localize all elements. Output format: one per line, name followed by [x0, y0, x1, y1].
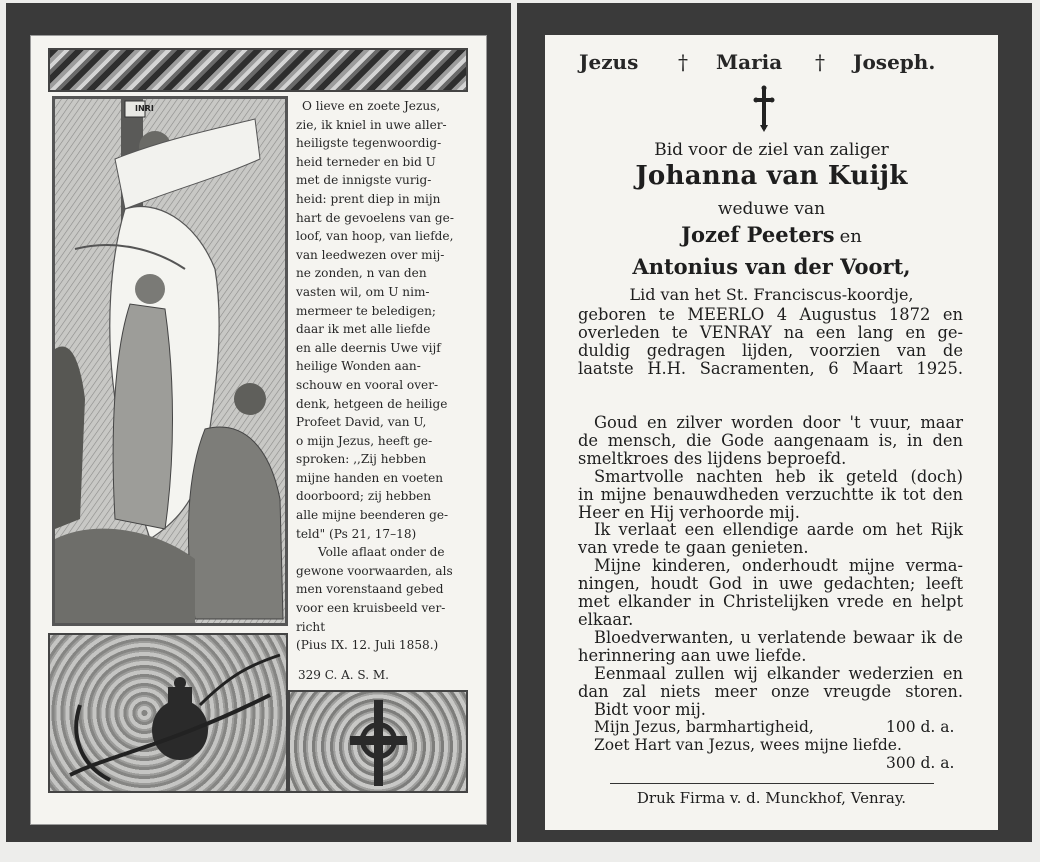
prayer-line: mermeer te beledigen;: [296, 303, 436, 318]
prayer-line: sproken: ,,Zij hebben: [296, 452, 427, 467]
body-line: Ik verlaat een ellendige aarde om het Rijk: [594, 520, 963, 540]
body-line: de mensch, die Gode aangenaam is, in den: [578, 430, 963, 450]
prayer-line: Volle aflaat onder de: [318, 545, 445, 560]
indulgence-block: [578, 719, 963, 773]
body-line: ningen, houdt God in uwe gedachten; leeft: [578, 574, 963, 594]
header-joseph: Joseph.: [853, 50, 936, 74]
engraving-illustration: [55, 99, 285, 623]
prayer-line: teld" (Ps 21, 17–18): [296, 526, 417, 541]
divider-rule: [610, 783, 934, 784]
prayer-line: (Pius IX. 12. Juli 1858.): [296, 638, 439, 653]
inri-label: INRI: [135, 104, 154, 113]
husband1-name: Jozef Peeters: [681, 222, 835, 247]
prayer-line: denk, hetgeen de heilige: [296, 396, 448, 411]
indulgence2-days: 300 d. a.: [886, 753, 955, 772]
body-line: Heer en Hij verhoorde mij.: [578, 502, 800, 522]
printer-line: Druk Firma v. d. Munckhof, Venray.: [636, 789, 907, 807]
body-line: Smartvolle nachten heb ik geteld (doch): [594, 466, 963, 486]
body-line: Bidt voor mij.: [594, 699, 706, 719]
body-line: dan zal niets meer onze vreugde storen.: [578, 681, 963, 701]
ornament-urn-palm-icon: [48, 633, 288, 793]
prayer-line: gewone voorwaarden, als: [296, 563, 453, 578]
prayer-line: men vorenstaand gebed: [296, 582, 444, 597]
body-line: smeltkroes des lijdens beproefd.: [578, 448, 847, 468]
prayer-line: van leedwezen over mij-: [296, 247, 445, 262]
cross-icon: [753, 85, 775, 133]
prayer-line: en alle deernis Uwe vijf: [296, 340, 441, 355]
intro-line: Bid voor de ziel van zaliger: [654, 140, 889, 160]
body-line: Eenmaal zullen wij elkander wederzien en: [594, 663, 963, 683]
body-line: Bloedverwanten, u verlatende bewaar ik de: [594, 627, 963, 647]
header-cross-1: †: [678, 50, 688, 74]
scripture-block: [578, 414, 963, 718]
prayer-line: daar ik met alle liefde: [296, 322, 431, 337]
body-line: in mijne benauwdheden verzuchtte ik tot den: [578, 484, 963, 504]
prayer-line: Profeet David, van U,: [296, 415, 427, 430]
bio-line: duldig gedragen lijden, voorzien van de: [578, 340, 963, 360]
celtic-cross-icon: [290, 692, 466, 791]
deceased-name: Johanna van Kuijk: [635, 161, 908, 191]
body-line: Mijne kinderen, onderhoudt mijne verma-: [594, 556, 963, 576]
prayer-line: ne zonden, n van den: [296, 266, 427, 281]
top-ornament-frieze: [48, 48, 468, 92]
header-cross-2: †: [815, 50, 825, 74]
body-line: van vrede te gaan genieten.: [578, 538, 809, 558]
body-line: elkaar.: [578, 609, 634, 629]
prayer-line: schouw en vooral over-: [296, 377, 439, 392]
prayer-line: zie, ik kniel in uwe aller-: [296, 117, 447, 132]
bio-line: geboren te MEERLO 4 Augustus 1872 en: [578, 305, 963, 324]
header-maria: Maria: [716, 50, 783, 74]
prayer-line: hart de gevoelens van ge-: [296, 210, 454, 225]
prayer-line: richt: [296, 619, 326, 634]
indulgence2-text: Zoet Hart van Jezus, wees mijne liefde.: [594, 735, 902, 754]
bio-block: [578, 306, 963, 378]
body-line: Goud en zilver worden door 't vuur, maar: [594, 413, 963, 432]
prayer-line: heilige Wonden aan-: [296, 359, 421, 374]
husband1-and: en: [839, 226, 862, 247]
bio-line: overleden te VENRAY na een lang en ge-: [578, 322, 963, 342]
prayer-line: voor een kruisbeeld ver-: [296, 601, 446, 616]
member-line: Lid van het St. Franciscus-koordje,: [629, 285, 914, 304]
prayer-line: heiligste tegenwoordig-: [296, 136, 442, 151]
husband2-name: Antonius van der Voort,: [632, 254, 911, 279]
prayer-line: alle mijne beenderen ge-: [296, 508, 449, 523]
husband1-line: [545, 222, 998, 247]
urn-palm-icon: [50, 635, 286, 791]
prayer-line: O lieve en zoete Jezus,: [302, 99, 441, 113]
indulgence-line-1: [578, 719, 963, 737]
header-jezus: Jezus: [579, 50, 639, 74]
printer-code: 329 C. A. S. M.: [298, 668, 389, 682]
prayer-line: met de innigste vurig-: [296, 173, 432, 188]
prayer-line: heid: prent diep in mijn: [296, 191, 441, 206]
prayer-line: doorboord; zij hebben: [296, 489, 432, 504]
body-line: herinnering aan uwe liefde.: [578, 645, 807, 665]
prayer-line: loof, van hoop, van liefde,: [296, 229, 454, 244]
prayer-line: o mijn Jezus, heeft ge-: [296, 433, 433, 448]
prayer-line: vasten wil, om U nim-: [296, 284, 430, 299]
prayer-text: [296, 97, 462, 655]
indulgence1-days: 100 d. a.: [886, 718, 955, 736]
prayer-line: mijne handen en voeten: [296, 470, 444, 485]
ornament-cross-icon: [288, 690, 468, 793]
body-line: met elkander in Christelijken vrede en helpt: [578, 592, 963, 612]
indulgence1-text: Mijn Jezus, barmhartigheid,: [594, 718, 814, 736]
prayer-line: heid terneder en bid U: [296, 154, 436, 169]
bio-line: laatste H.H. Sacramenten, 6 Maart 1925.: [578, 358, 963, 378]
widow-of-line: weduwe van: [717, 199, 826, 219]
deposition-engraving-image: [52, 96, 288, 626]
